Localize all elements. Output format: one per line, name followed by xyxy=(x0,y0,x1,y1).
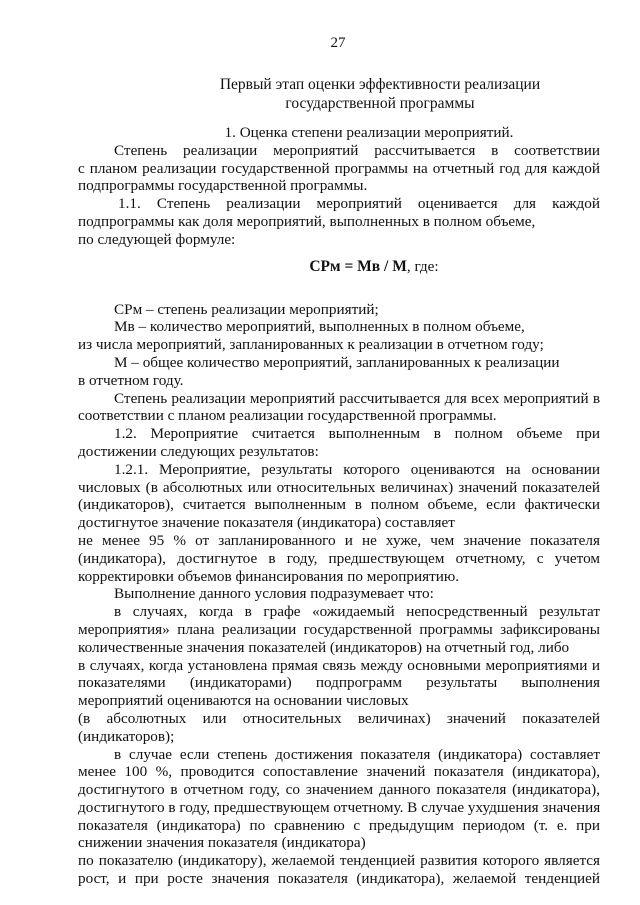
paragraph-line: подпрограммы государственной программы. xyxy=(78,177,368,195)
paragraph-line: менее 100 %, проводится сопоставление значений показателя (индикатора), xyxy=(78,763,600,781)
paragraph-line: снижении значения показателя (индикатора) xyxy=(78,834,366,852)
paragraph-line: мероприятия» плана реализации государственной программы зафиксированы xyxy=(78,620,600,638)
paragraph-line: не менее 95 % от запланированного и не хуже, чем значение показателя xyxy=(78,531,600,549)
formula-expression: СРм = Мв / М xyxy=(309,257,407,275)
paragraph-line: подпрограммы как доля мероприятий, выполненных в полном объеме, xyxy=(78,212,536,230)
paragraph-line: в случаях, когда в графе «ожидаемый непосредственный результат xyxy=(114,603,600,621)
paragraph-line: по следующей формуле: xyxy=(78,230,236,248)
paragraph-line: достигнутого в году, предшествующем отчетному. В случае ухудшения значения xyxy=(78,798,600,816)
definition-line: Мв – количество мероприятий, выполненных в полном объеме, xyxy=(114,318,525,336)
paragraph-line: Степень реализации мероприятий рассчитывается для всех мероприятий в xyxy=(114,389,600,407)
paragraph-line: 1.2.1. Мероприятие, результаты которого оцениваются на основании xyxy=(114,460,600,478)
definition-line: СРм – степень реализации мероприятий; xyxy=(114,300,379,318)
paragraph-line: (индикаторов), считается выполненным в полном объеме, если фактически xyxy=(78,496,600,514)
paragraph-line: (в абсолютных или относительных величинах) значений показателей xyxy=(78,709,600,727)
paragraph-line: по показателю (индикатору), желаемой тенденцией развития которого является xyxy=(78,852,600,870)
definition-line: из числа мероприятий, запланированных к реализации в отчетном году; xyxy=(78,336,544,354)
page-title xyxy=(100,75,640,113)
paragraph-line: числовых (в абсолютных или относительных величинах) значений показателей xyxy=(78,478,600,496)
page-number: 27 xyxy=(330,35,346,51)
paragraph-line: (индикаторов); xyxy=(78,727,175,745)
document-body xyxy=(78,124,600,888)
paragraph-line: достигнутое значение показателя (индикатора) составляет xyxy=(78,514,455,532)
formula-suffix: , где: xyxy=(406,257,439,275)
paragraph-line: Выполнение данного условия подразумевает что: xyxy=(114,585,434,603)
paragraph-line: соответствии с планом реализации государственной программы. xyxy=(78,407,497,425)
paragraph-line: мероприятий оцениваются на основании числовых xyxy=(78,692,409,710)
paragraph-line: 1.1. Степень реализации мероприятий оценивается для каждой xyxy=(118,195,600,213)
section-heading: 1. Оценка степени реализации мероприятий. xyxy=(224,124,514,141)
paragraph-line: 1.2. Мероприятие считается выполненным в полном объеме при xyxy=(114,425,600,443)
paragraph-line: Степень реализации мероприятий рассчитывается в соответствии xyxy=(114,141,600,159)
definition-line: М – общее количество мероприятий, запланированных к реализации xyxy=(114,353,560,371)
paragraph-line: рост, и при росте значения показателя (индикатора), желаемой тенденцией xyxy=(78,870,600,888)
paragraph-line: достигнутого в отчетном году, со значением данного показателя (индикатора), xyxy=(78,781,600,799)
paragraph-line: с планом реализации государственной программы на отчетный год для каждой xyxy=(78,159,600,177)
formula xyxy=(78,256,600,278)
title-line-1: Первый этап оценки эффективности реализации xyxy=(219,76,541,93)
paragraph-line: в случаях, когда установлена прямая связь между основными мероприятиями и xyxy=(78,656,600,674)
paragraph-line: показателя (индикатора) по сравнению с предыдущим периодом (т. е. при xyxy=(78,816,600,834)
paragraph-line: (индикатора), достигнутое в году, предшествующем отчетному, с учетом xyxy=(78,549,600,567)
paragraph-line: корректировки объемов финансирования по мероприятию. xyxy=(78,567,460,585)
definition-line: в отчетном году. xyxy=(78,371,184,389)
title-line-2: государственной программы xyxy=(285,95,475,112)
paragraph-line: в случае если степень достижения показателя (индикатора) составляет xyxy=(114,745,600,763)
paragraph-line: количественные значения показателей (индикаторов) на отчетный год, либо xyxy=(78,638,570,656)
paragraph-line: показателями (индикаторами) подпрограмм результаты выполнения xyxy=(78,674,600,692)
paragraph-line: достижении следующих результатов: xyxy=(78,442,319,460)
